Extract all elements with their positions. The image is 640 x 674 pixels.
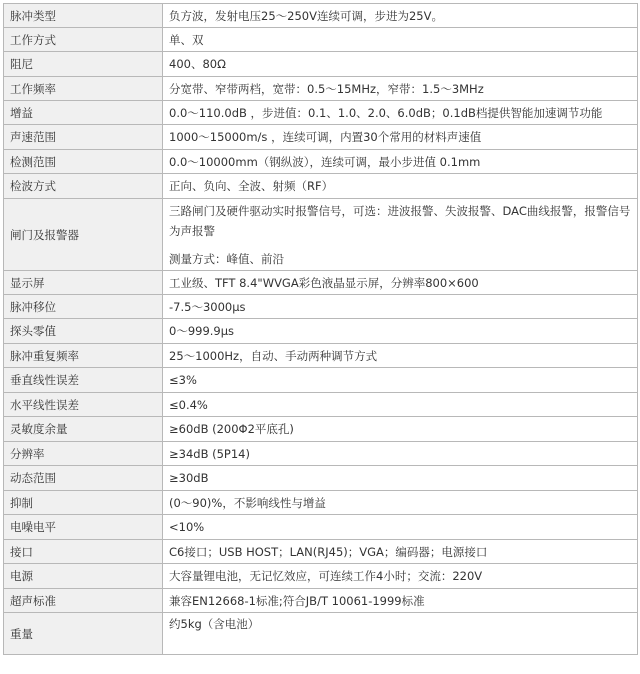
table-row (4, 295, 638, 319)
table-row (4, 52, 638, 77)
row-value: ≤0.4% (163, 393, 638, 417)
row-label: 超声标准 (4, 589, 163, 613)
row-label: 电源 (4, 564, 163, 589)
table-row (4, 540, 638, 564)
table-row (4, 393, 638, 417)
row-value (163, 199, 638, 271)
row-label: 电噪电平 (4, 515, 163, 540)
row-label: 分辨率 (4, 442, 163, 466)
row-value: 0.0～110.0dB ，步进值：0.1、1.0、2.0、6.0dB；0.1dB档提供智能加速调节功能 (163, 101, 638, 125)
row-value: C6接口；USB HOST；LAN(RJ45)；VGA；编码器；电源接口 (163, 540, 638, 564)
table-row (4, 4, 638, 28)
row-value: 约5kg（含电池） (163, 613, 638, 655)
row-value: 25～1000Hz，自动、手动两种调节方式 (163, 344, 638, 368)
row-value: 1000～15000m/s ，连续可调，内置30个常用的材料声速值 (163, 125, 638, 150)
table-row (4, 319, 638, 344)
table-row (4, 125, 638, 150)
row-label: 检波方式 (4, 174, 163, 199)
row-value: 400、80Ω (163, 52, 638, 77)
table-row (4, 491, 638, 515)
row-label: 增益 (4, 101, 163, 125)
table-row (4, 515, 638, 540)
table-row (4, 271, 638, 295)
row-label: 工作频率 (4, 77, 163, 101)
row-value: 分宽带、窄带两档，宽带：0.5～15MHz，窄带：1.5～3MHz (163, 77, 638, 101)
row-value: 0.0～10000mm（钢纵波），连续可调，最小步进值 0.1mm (163, 150, 638, 174)
row-label: 闸门及报警器 (4, 199, 163, 271)
row-value: <10% (163, 515, 638, 540)
table-row (4, 466, 638, 491)
row-label: 脉冲移位 (4, 295, 163, 319)
row-label: 显示屏 (4, 271, 163, 295)
row-value: 兼容EN12668-1标准;符合JB/T 10061-1999标准 (163, 589, 638, 613)
row-value: (0～90)%，不影响线性与增益 (163, 491, 638, 515)
table-row (4, 174, 638, 199)
row-value: 工业级、TFT 8.4"WVGA彩色液晶显示屏，分辨率800×600 (163, 271, 638, 295)
table-row (4, 28, 638, 52)
row-value: 单、双 (163, 28, 638, 52)
row-label: 检测范围 (4, 150, 163, 174)
row-label: 水平线性误差 (4, 393, 163, 417)
row-value: 大容量锂电池，无记忆效应，可连续工作4小时；交流：220V (163, 564, 638, 589)
table-row (4, 564, 638, 589)
table-row (4, 589, 638, 613)
table-row (4, 368, 638, 393)
row-label: 脉冲重复频率 (4, 344, 163, 368)
table-row (4, 150, 638, 174)
row-value: 0～999.9μs (163, 319, 638, 344)
row-value: ≥30dB (163, 466, 638, 491)
table-row (4, 613, 638, 655)
row-label: 阻尼 (4, 52, 163, 77)
spec-table (3, 3, 638, 655)
table-row (4, 101, 638, 125)
table-row (4, 199, 638, 271)
row-value: ≤3% (163, 368, 638, 393)
row-value: 负方波，发射电压25～250V连续可调，步进为25V。 (163, 4, 638, 28)
row-value: ≥60dB (200Φ2平底孔) (163, 417, 638, 442)
row-label: 工作方式 (4, 28, 163, 52)
row-label: 接口 (4, 540, 163, 564)
table-row (4, 442, 638, 466)
table-row (4, 77, 638, 101)
row-value: 正向、负向、全波、射频（RF） (163, 174, 638, 199)
row-value: ≥34dB (5P14) (163, 442, 638, 466)
table-row (4, 344, 638, 368)
row-label: 脉冲类型 (4, 4, 163, 28)
row-label: 垂直线性误差 (4, 368, 163, 393)
alarm-description: 三路闸门及硬件驱动实时报警信号，可选：进波报警、失波报警、DAC曲线报警，报警信号为声报警 (169, 203, 631, 238)
row-label: 探头零值 (4, 319, 163, 344)
row-label: 动态范围 (4, 466, 163, 491)
measurement-mode: 测量方式：峰值、前沿 (169, 251, 284, 266)
row-label: 声速范围 (4, 125, 163, 150)
row-label: 抑制 (4, 491, 163, 515)
row-label: 灵敏度余量 (4, 417, 163, 442)
row-value: -7.5～3000μs (163, 295, 638, 319)
row-label: 重量 (4, 613, 163, 655)
table-row (4, 417, 638, 442)
